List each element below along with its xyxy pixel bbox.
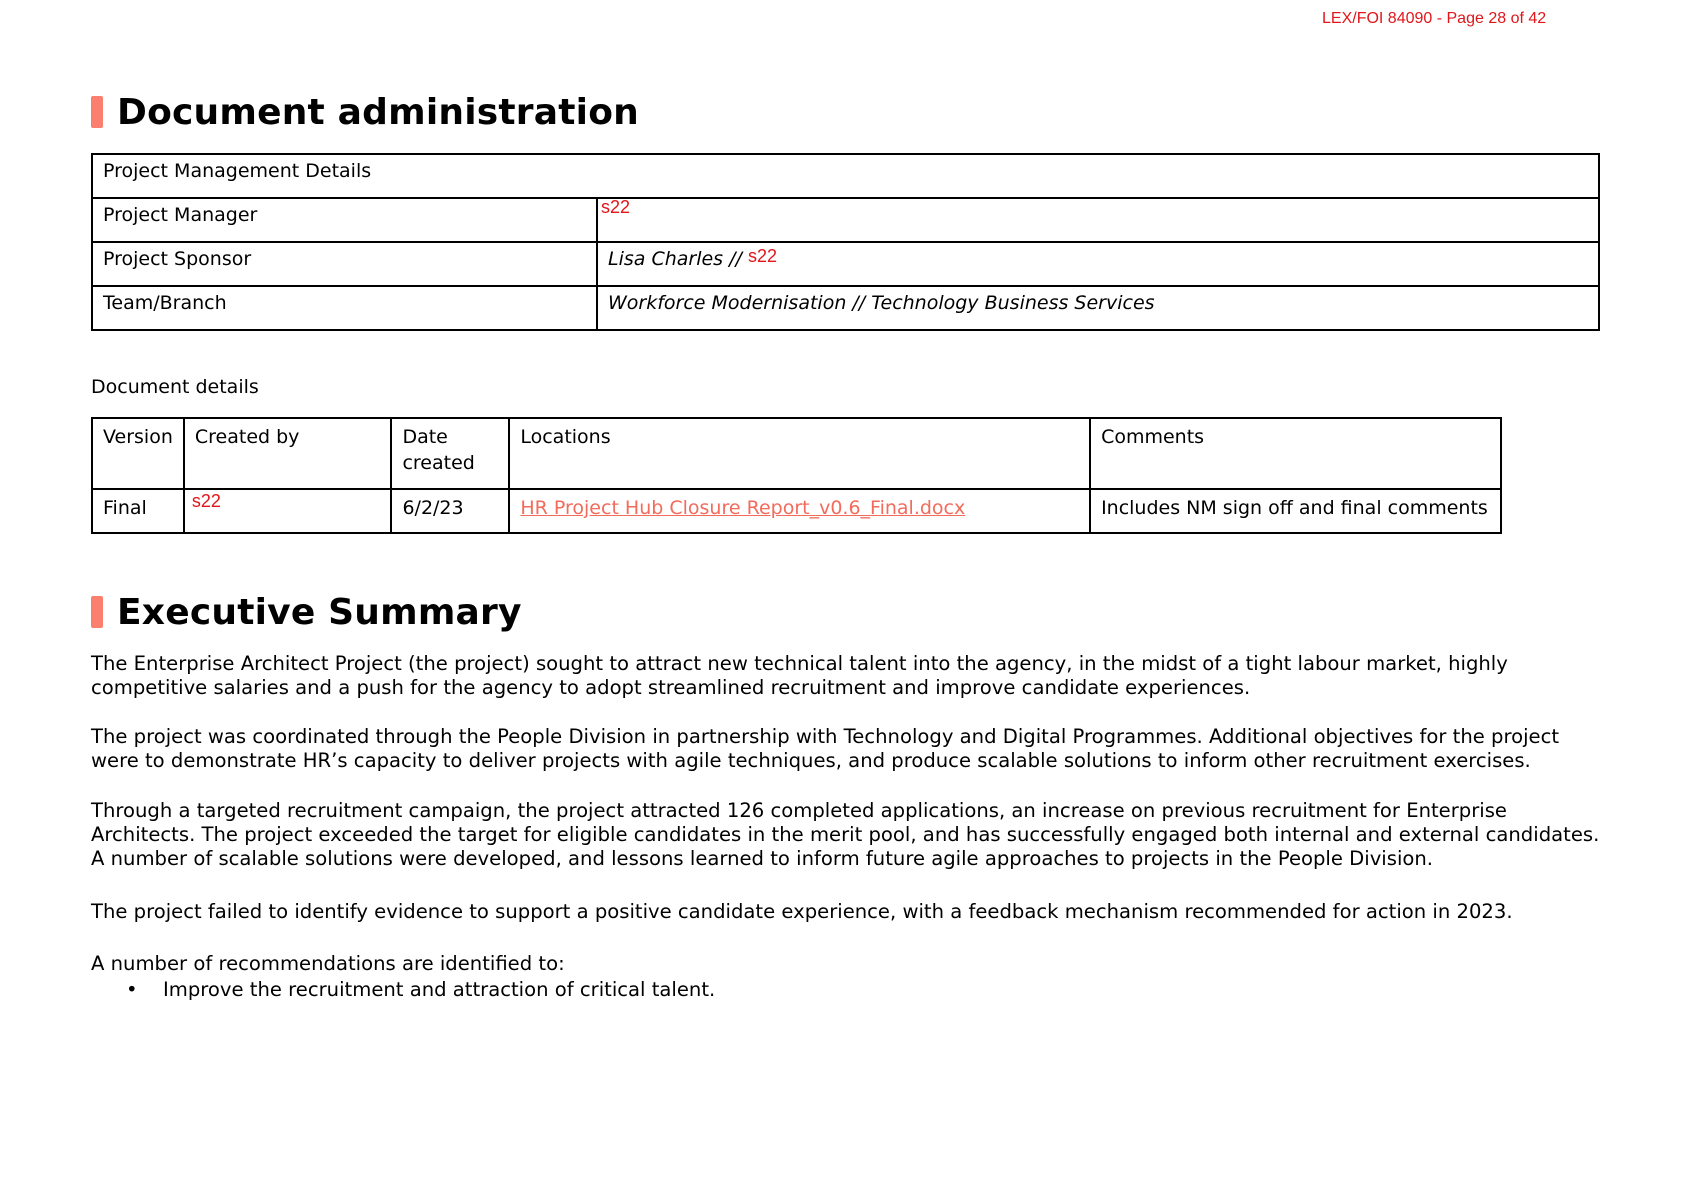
redaction-mark: s22 xyxy=(191,491,221,511)
summary-paragraph: The project was coordinated through the People Division in partnership with Technology and Digital Programmes. Additional objectives for the project were to demonstrate HR’s capacity to deliver projects with agile techniques, and produce scalable solutions to inform other recruitment exercises. xyxy=(91,725,1560,772)
summary-paragraph: The project failed to identify evidence to support a positive candidate experience, with a feedback mechanism recommended for action in 2023. xyxy=(91,900,1513,923)
heading-text: Document administration xyxy=(117,91,639,133)
list-item-text: Improve the recruitment and attraction of critical talent. xyxy=(163,978,716,1001)
row-value: Workforce Modernisation // Technology Business Services xyxy=(597,286,1599,330)
heading-marker xyxy=(91,96,103,128)
heading-text: Executive Summary xyxy=(117,591,522,633)
redaction-mark: s22 xyxy=(601,197,631,217)
column-header: Created by xyxy=(184,418,392,489)
column-header: Locations xyxy=(509,418,1090,489)
summary-paragraph: A number of recommendations are identified to: xyxy=(91,952,565,975)
version-cell: Final xyxy=(92,489,184,533)
row-label: Project Sponsor xyxy=(92,242,597,286)
recommendations-list xyxy=(91,978,715,1002)
table-header-cell: Project Management Details xyxy=(92,154,1599,198)
section-heading-document-administration xyxy=(91,92,639,132)
document-link[interactable]: HR Project Hub Closure Report_v0.6_Final.docx xyxy=(520,497,966,519)
summary-paragraph: Through a targeted recruitment campaign, the project attracted 126 completed applications, an increase on previous recruitment for Enterprise Architects. The project exceeded the target for eligible candidates in the merit pool, and has successfully engaged both internal and external candidates. A number of scalable solutions were developed, and lessons learned to inform future agile approaches to projects in the People Division. xyxy=(91,799,1600,870)
row-value xyxy=(597,198,1599,242)
section-heading-executive-summary xyxy=(91,592,522,632)
table-row xyxy=(92,154,1599,198)
table-row xyxy=(92,286,1599,330)
date-cell: 6/2/23 xyxy=(391,489,509,533)
table-row xyxy=(92,489,1501,533)
column-header: Comments xyxy=(1090,418,1501,489)
page-reference: LEX/FOI 84090 - Page 28 of 42 xyxy=(1322,10,1547,27)
summary-paragraph: The Enterprise Architect Project (the project) sought to attract new technical talent into the agency, in the midst of a tight labour market, highly competitive salaries and a push for the agency to adopt streamlined recruitment and improve candidate experiences. xyxy=(91,652,1508,699)
bullet-icon: • xyxy=(126,978,138,1001)
column-header: Version xyxy=(92,418,184,489)
document-details-table xyxy=(91,417,1502,534)
heading-marker xyxy=(91,596,103,628)
document-details-label: Document details xyxy=(91,376,259,398)
comments-cell: Includes NM sign off and final comments xyxy=(1090,489,1501,533)
table-header-row xyxy=(92,418,1501,489)
table-row xyxy=(92,242,1599,286)
redaction-mark: s22 xyxy=(747,246,777,266)
project-management-table xyxy=(91,153,1600,331)
sponsor-name: Lisa Charles // xyxy=(608,248,748,270)
column-header: Date created xyxy=(391,418,509,489)
list-item xyxy=(91,978,715,1002)
table-row xyxy=(92,198,1599,242)
row-label: Team/Branch xyxy=(92,286,597,330)
created-by-cell xyxy=(184,489,392,533)
row-label: Project Manager xyxy=(92,198,597,242)
location-cell xyxy=(509,489,1090,533)
row-value xyxy=(597,242,1599,286)
